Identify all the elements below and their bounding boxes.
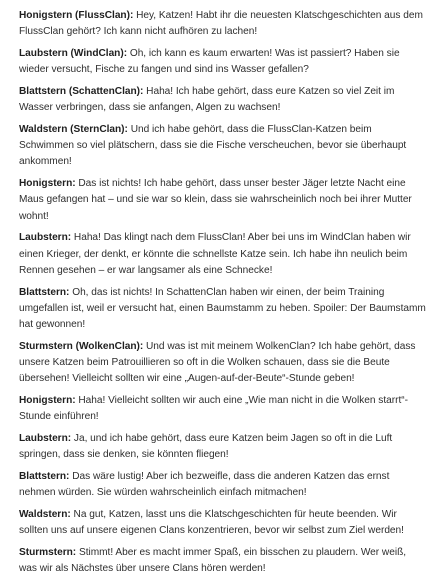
speaker-name: Waldstern (SternClan): <box>19 124 128 135</box>
message-text: Das wäre lustig! Aber ich bezweifle, dass die anderen Katzen das ernst nehmen würden. Sie würden wahrscheinlich einfach mitmachen! <box>19 471 390 499</box>
message-paragraph <box>19 339 426 388</box>
message-text: Haha! Das klingt nach dem FlussClan! Aber bei uns im WindClan haben wir einen Krieger, der denkt, er könnte die schnellste Katze sein. Ich habe ihn neulich beim Rennen gesehen – er war langsamer als eine Schnecke! <box>19 232 411 276</box>
message-paragraph <box>19 230 426 279</box>
message-text: Oh, das ist nichts! In SchattenClan haben wir einen, der beim Training umgefallen ist, weil er versucht hat, einen Baumstamm zu heben. Spoiler: Der Baumstamm hat gewonnen! <box>19 286 426 331</box>
speaker-name: Honigstern: <box>19 178 76 190</box>
message-paragraph <box>19 122 426 171</box>
message-text: Haha! Ich habe gehört, dass eure Katzen so viel Zeit im Wasser verbringen, dass sie anfangen, Algen zu wachsen! <box>19 86 395 114</box>
message-paragraph <box>19 46 426 78</box>
message-text: Das ist nichts! Ich habe gehört, dass unser bester Jäger letzte Nacht eine Maus gefangen hat – und sie war so klein, dass sie wahrscheinlich noch bei ihrer Mutter wohnt! <box>19 178 412 222</box>
speaker-name: Laubstern: <box>19 433 72 445</box>
message-text: Hey, Katzen! Habt ihr die neuesten Klatschgeschichten aus dem FlussClan gehört? Ich kann nicht aufhören zu lachen! <box>19 10 423 38</box>
message-paragraph <box>19 507 426 539</box>
speaker-name: Sturmstern (WolkenClan): <box>19 340 144 352</box>
message-text: Oh, ich kann es kaum erwarten! Was ist passiert? Haben sie wieder versucht, Fische zu fangen und sind ins Wasser gefallen? <box>19 48 400 76</box>
message-paragraph <box>19 285 426 334</box>
message-text: Haha! Vielleicht sollten wir auch eine „Wie man nicht in die Wolken starrt“-Stunde einführen! <box>19 395 408 423</box>
message-paragraph <box>19 469 426 501</box>
message-text: Stimmt! Aber es macht immer Spaß, ein bisschen zu plaudern. Wer weiß, was wir als Nächstes über unsere Clans hören werden! <box>19 547 407 575</box>
message-text: Und ich habe gehört, dass die FlussClan-Katzen beim Schwimmen so viel plätschern, dass sie die Fische verscheuchen, bevor sie überhaupt ankommen! <box>19 124 407 168</box>
speaker-name: Blattstern: <box>19 286 70 298</box>
speaker-name: Honigstern: <box>19 395 76 407</box>
message-text: Ja, und ich habe gehört, dass eure Katzen beim Jagen so oft in die Luft springen, dass sie denken, sie könnten fliegen! <box>19 433 393 461</box>
message-text: Und was ist mit meinem WolkenClan? Ich habe gehört, dass unsere Katzen beim Patrouillieren so oft in die Wolken schauen, dass sie die Beute übersehen! Vielleicht sollten wir eine „Augen-auf-der-Beute“-Stunde geben! <box>19 340 416 385</box>
message-paragraph <box>19 545 426 577</box>
speaker-name: Blattstern (SchattenClan): <box>19 86 144 97</box>
message-paragraph <box>19 393 426 425</box>
message-paragraph <box>19 176 426 225</box>
message-paragraph <box>19 84 426 116</box>
speaker-name: Waldstern: <box>19 509 71 521</box>
speaker-name: Laubstern (WindClan): <box>19 48 128 59</box>
speaker-name: Blattstern: <box>19 471 70 483</box>
message-paragraph <box>19 431 426 463</box>
message-paragraph <box>19 8 426 40</box>
message-text: Na gut, Katzen, lasst uns die Klatschgeschichten für heute beenden. Wir sollten uns auf unsere eigenen Clans konzentrieren, bevor wir selbst zum Ziel werden! <box>19 509 404 537</box>
speaker-name: Sturmstern: <box>19 547 77 559</box>
speaker-name: Laubstern: <box>19 232 72 244</box>
speaker-name: Honigstern (FlussClan): <box>19 10 134 21</box>
